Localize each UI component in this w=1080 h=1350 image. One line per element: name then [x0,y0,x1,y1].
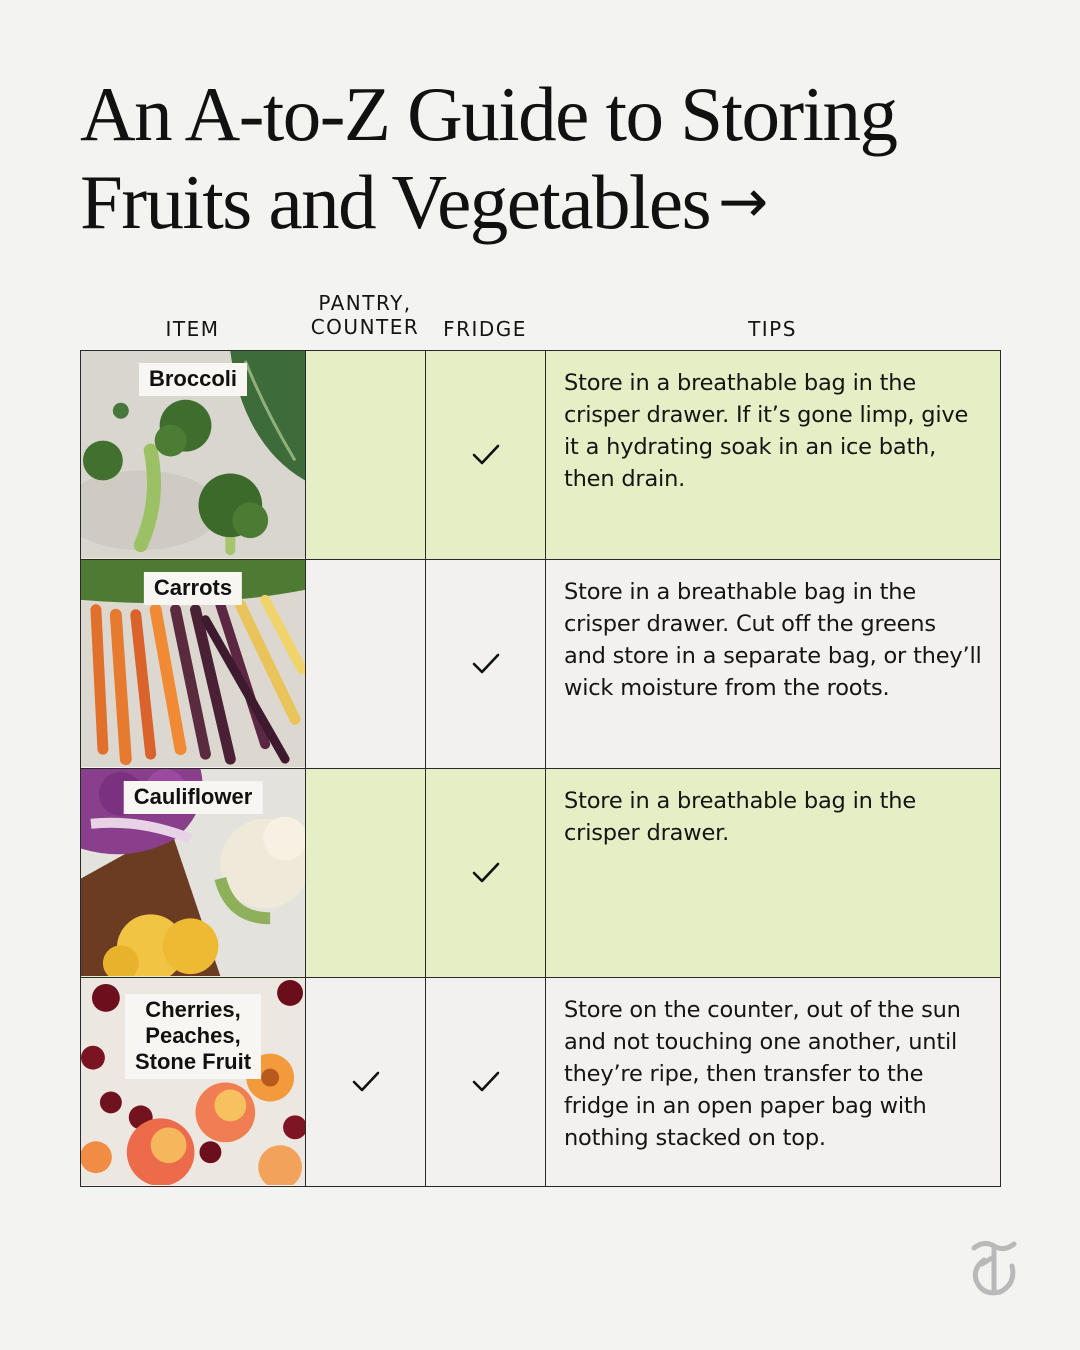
title-line-2 [80,158,1000,246]
tip-text: Store in a breathable bag in the crisper drawer. [564,788,916,846]
title-line-2-text: Fruits and Vegetables [80,159,711,245]
tip-text: Store in a breathable bag in the crisper drawer. If it’s gone limp, give it a hydrating soak in an ice bath, then drain. [564,370,969,492]
item-label-line: Carrots [153,575,233,600]
arrow-right-icon: → [718,167,767,237]
pantry-cell [306,769,426,978]
column-header-pantry [305,291,425,339]
checkmark-icon [351,1070,381,1094]
tip-cell [546,978,1001,1187]
pantry-cell [306,978,426,1187]
column-header-item-label: ITEM [165,317,220,341]
tip-text: Store in a breathable bag in the crisper drawer. Cut off the greens and store in a separate bag, or they’ll wick moisture from the roots. [564,579,982,701]
item-label [139,363,247,396]
tip-cell [546,351,1001,560]
item-label [125,994,261,1079]
column-header-fridge [425,317,545,341]
column-header-item [80,317,305,341]
item-cell [81,560,306,769]
item-label-line: Stone Fruit [134,1049,252,1074]
fridge-cell [426,351,546,560]
tip-cell [546,560,1001,769]
fridge-cell [426,560,546,769]
item-label-line: Cauliflower [133,784,253,809]
checkmark-icon [471,1070,501,1094]
column-header-pantry-line-2: COUNTER [310,315,420,339]
item-label [124,781,263,814]
table-row-broccoli [81,351,1001,560]
pantry-cell [306,351,426,560]
table-row-stone-fruit [81,978,1001,1187]
item-cell [81,978,306,1187]
nyt-logo-icon [968,1238,1020,1298]
checkmark-icon [471,861,501,885]
item-cell [81,351,306,560]
column-header-pantry-line-1: PANTRY, [318,291,412,315]
item-cell [81,769,306,978]
item-label-line: Peaches, [145,1023,241,1048]
storage-table [80,350,1001,1187]
table-row-carrots [81,560,1001,769]
column-header-tips [545,317,1000,341]
table-row-cauliflower [81,769,1001,978]
pantry-cell [306,560,426,769]
fridge-cell [426,769,546,978]
page-title [80,70,1000,246]
checkmark-icon [471,652,501,676]
item-label-line: Broccoli [148,366,238,391]
column-header-tips-label: TIPS [748,317,797,341]
fridge-cell [426,978,546,1187]
item-label-line: Cherries, [145,997,241,1022]
tip-text: Store on the counter, out of the sun and not touching one another, until they’re ripe, then transfer to the fridge in an open paper bag with nothing stacked on top. [564,997,961,1151]
checkmark-icon [471,443,501,467]
tip-cell [546,769,1001,978]
title-line-1: An A-to-Z Guide to Storing [80,71,897,157]
column-header-fridge-label: FRIDGE [443,317,527,341]
item-label [144,572,242,605]
